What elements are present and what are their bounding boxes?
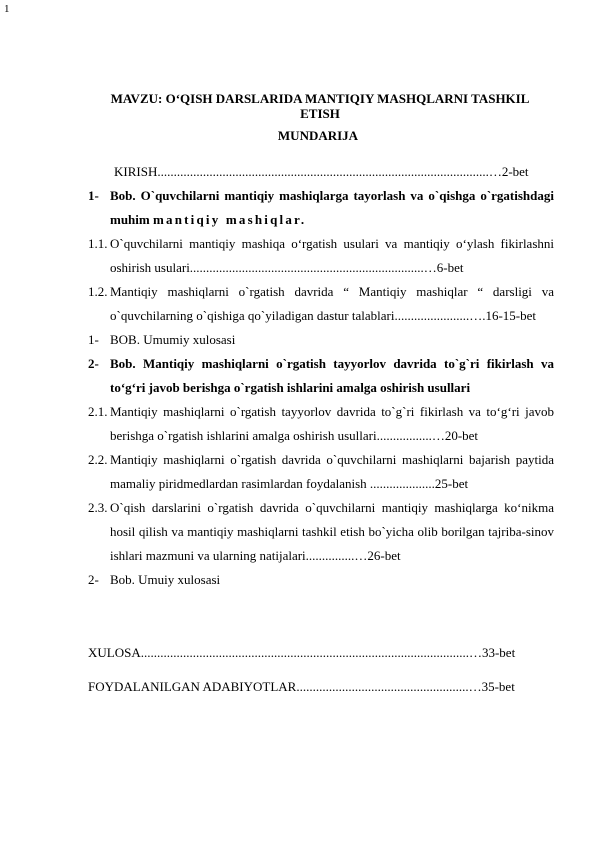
toc-entry [88, 328, 554, 352]
toc-entry-number: 2.3. [88, 500, 108, 515]
toc-entry-text [110, 496, 554, 568]
toc-entry-text [110, 448, 554, 496]
toc-entry-title: Mantiqiy mashiqlarni o`rgatish davrida “ Mantiqiy mashiqlar “ darsligi va o`quvchilarning o`qishiga qo`yiladigan dastur talablari.......................….16-15-bet [110, 284, 554, 323]
toc-entry-number: 2- [88, 572, 99, 587]
toc-entry-title: Bob. Umuiy xulosasi [110, 572, 221, 587]
toc-entry-title: Mantiqiy mashiqlarni o`rgatish davrida o`quvchilarni mashiqlarni bajarish paytida mamaliy piridmedlardan rasimlardan foydalanish ....................25-bet [110, 452, 554, 491]
toc-entry-title: Bob. Mantiqiy mashiqlarni o`rgatish tayyorlov davrida to`g`ri fikirlash va to‘g‘ri javob berishga o`rgatish ishlarini amalga oshirish usullari [110, 356, 554, 395]
contents-heading: MUNDARIJA [277, 128, 359, 143]
toc-entry-number: 2- [88, 356, 99, 371]
toc-entry [88, 400, 554, 448]
toc-entry-text [110, 232, 554, 280]
toc-entry [88, 496, 554, 568]
toc-entry-text [110, 184, 554, 232]
toc-references: FOYDALANILGAN ADABIYOTLAR.....................................................…35-bet [88, 679, 515, 694]
page-number: 1 [4, 3, 10, 15]
toc-entry [88, 280, 554, 328]
toc-entry-number: 1.2. [88, 284, 108, 299]
toc-entry-number: 2.2. [88, 452, 108, 467]
toc-entries [88, 184, 554, 592]
toc-entry-text [110, 328, 554, 352]
toc-entry-number: 1- [88, 188, 99, 203]
toc-intro: KIRISH......................................................................................................…2-bet [114, 164, 529, 179]
toc-entry-number: 2.1. [88, 404, 108, 419]
toc-entry-text [110, 568, 554, 592]
toc-conclusion: XULOSA.....................................................................................................…33-bet [88, 645, 516, 660]
toc-entry [88, 352, 554, 400]
table-of-contents [88, 160, 554, 592]
toc-entry [88, 184, 554, 232]
toc-entry [88, 232, 554, 280]
toc-entry-text [110, 280, 554, 328]
toc-entry-text [110, 400, 554, 448]
toc-entry-title: Mantiqiy mashiqlarni o`rgatish tayyorlov davrida to`g`ri fikirlash va to‘g‘ri javob berishga o`rgatish ishlarini amalga oshirish usullari.................…20-bet [110, 404, 554, 443]
toc-entry [88, 568, 554, 592]
page-title: MAVZU: O‘QISH DARSLARIDA MANTIQIY MASHQLARNI TASHKIL ETISH [110, 91, 530, 121]
toc-entry-number: 1.1. [88, 236, 108, 251]
toc-entry-title: BOB. Umumiy xulosasi [110, 332, 236, 347]
toc-entry-title: O`quvchilarni mantiqiy mashiqa o‘rgatish usulari va mantiqiy o‘ylash fikirlashni oshirish usulari........................................................................…6-bet [110, 236, 554, 275]
toc-entry-number: 1- [88, 332, 99, 347]
toc-entry-title: Bob. O`quvchilarni mantiqiy mashiqlarga tayorlash va o`qishga o`rgatishdagi muhim [110, 188, 554, 227]
toc-entry [88, 448, 554, 496]
toc-entry-spaced-text: mantiqiy mashiqlar. [152, 212, 307, 227]
toc-entry-text [110, 352, 554, 400]
toc-entry-title: O`qish darslarini o`rgatish davrida o`quvchilarni mantiqiy mashiqlarga ko‘nikma hosil qilish va mantiqiy mashiqlarni tashkil etish bo`yicha olib borilgan tajriba-sinov ishlari mazmuni va ularning natijalari...............…26-bet [110, 500, 554, 563]
